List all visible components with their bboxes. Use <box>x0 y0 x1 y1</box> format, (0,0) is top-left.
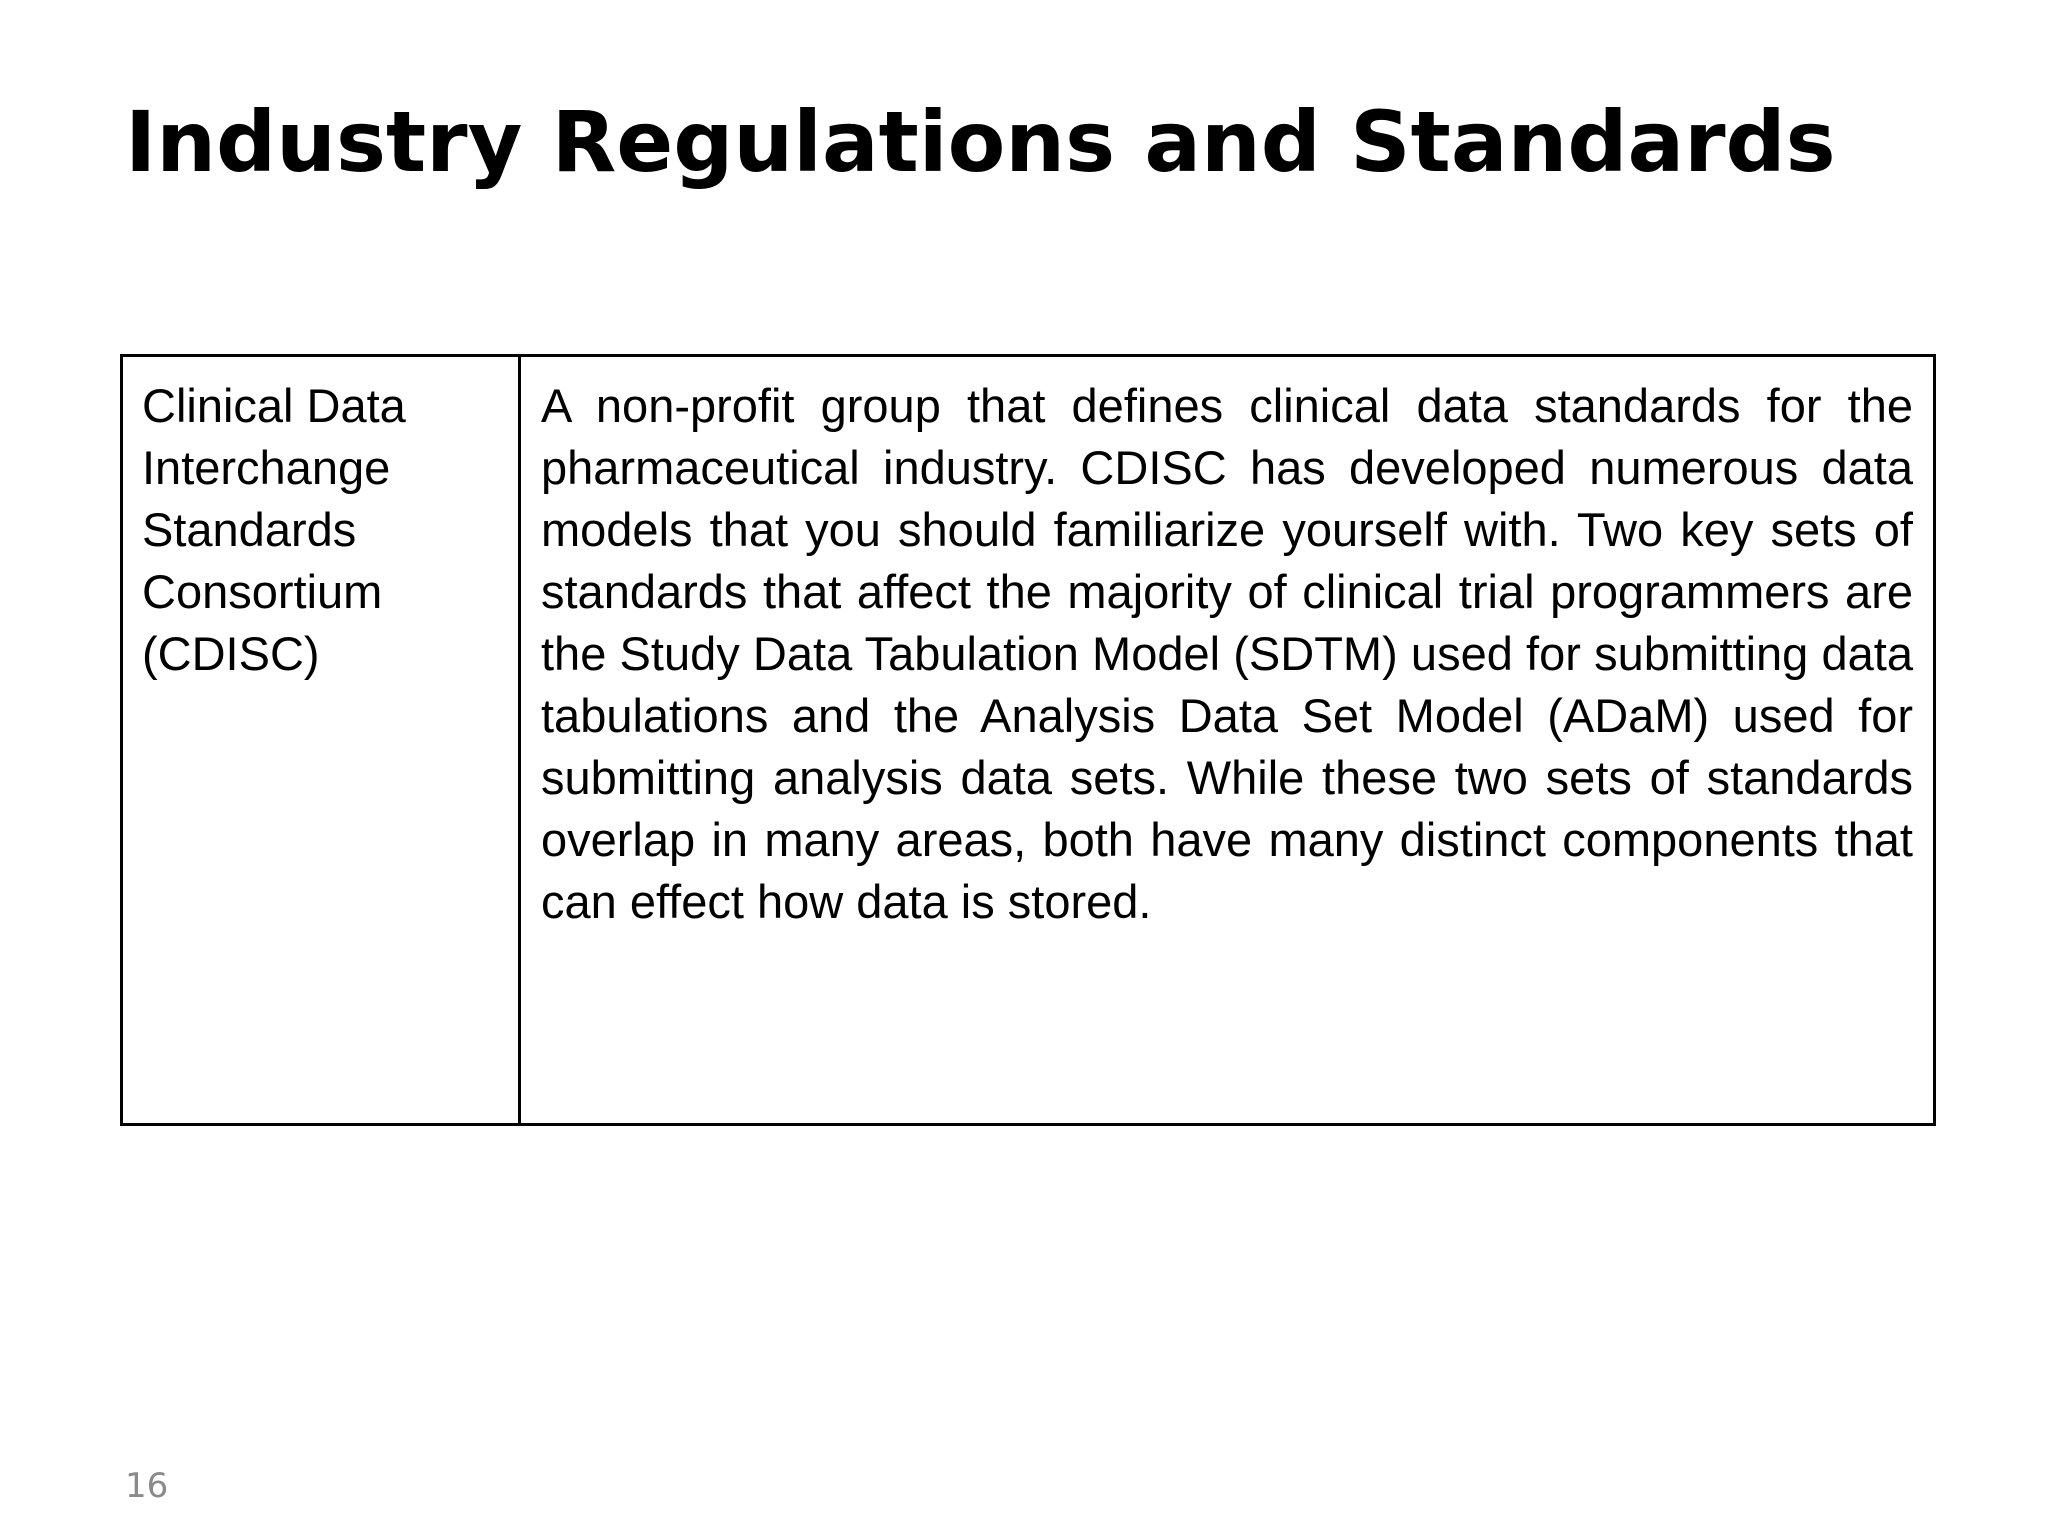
table-cell-term: Clinical Data Interchange Standards Consortium (CDISC) <box>123 357 521 1123</box>
table-cell-definition: A non-profit group that defines clinical data standards for the pharmaceutical industry. CDISC has developed numerous data models that you should familiarize yourself with. Two key sets of standards that affect the majority of clinical trial programmers are the Study Data Tabulation Model (SDTM) used for submitting data tabulations and the Analysis Data Set Model (ADaM) used for submitting analysis data sets. While these two sets of standards overlap in many areas, both have many distinct components that can effect how data is stored. <box>541 379 1913 928</box>
definition-table <box>120 354 1936 1126</box>
page-number: 16 <box>125 1466 169 1506</box>
slide-title: Industry Regulations and Standards <box>125 93 1836 191</box>
